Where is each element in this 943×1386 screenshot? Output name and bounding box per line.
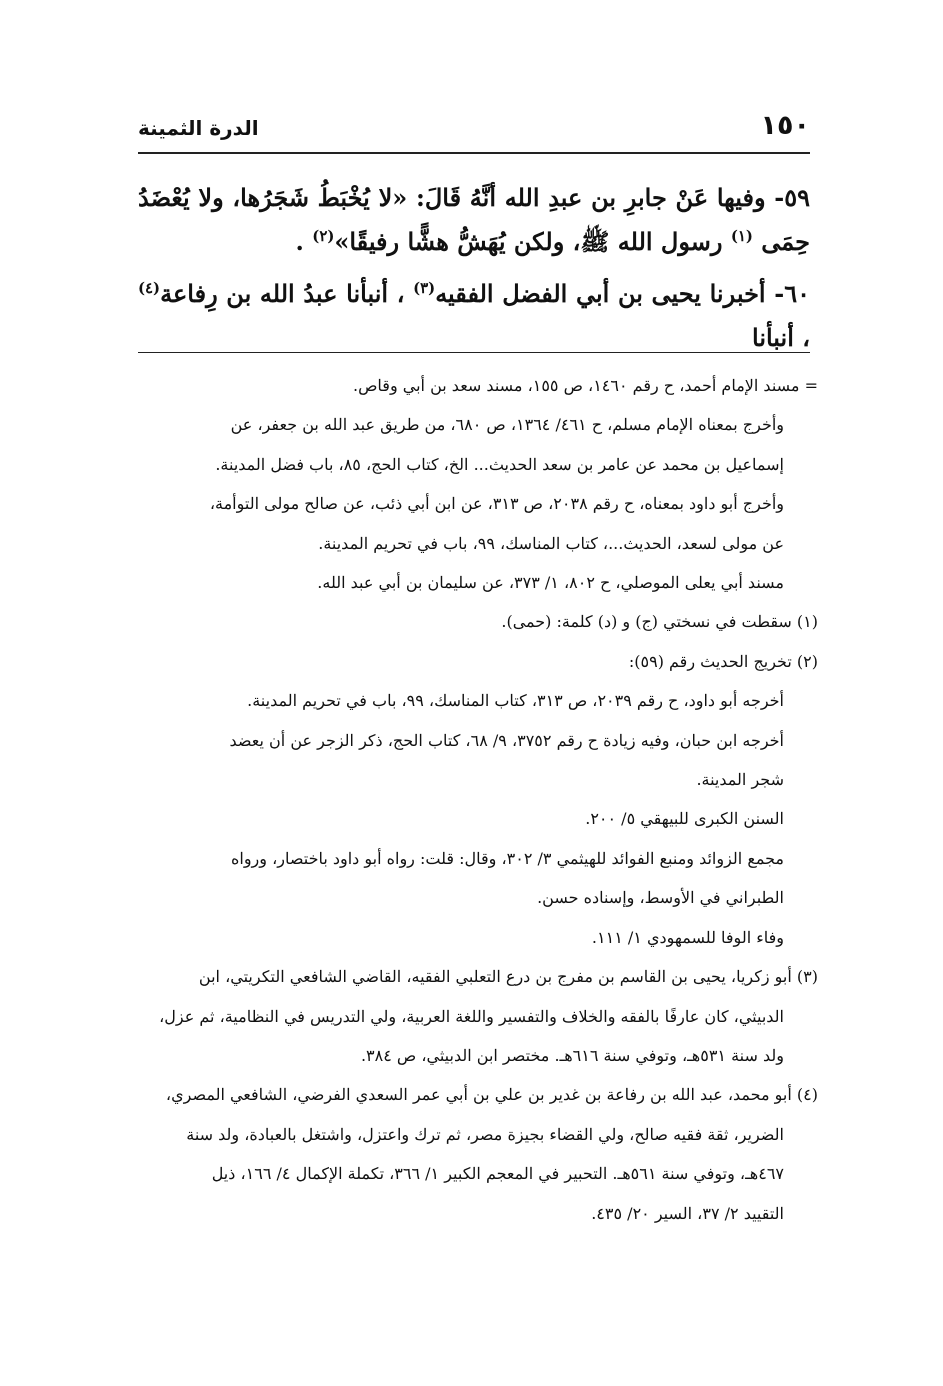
footnote-2-title: (٢) تخريج الحديث رقم (٥٩): [628, 651, 818, 671]
page-header [138, 104, 810, 154]
footnote-line: أخرجه ابن حبان، وفيه زيادة ح رقم ٣٧٥٢، ٩/ ٦٨، كتاب الحج، ذكر الزجر عن أن يعضد [229, 730, 784, 750]
footnote-ref-3: (٣) [413, 279, 436, 297]
footnote-ref-2: (٢) [312, 227, 335, 245]
footnote-ref-4: (٤) [138, 279, 161, 297]
page-number: ١٥٠ [760, 110, 810, 141]
footnote-line: وأخرج أبو داود بمعناه، ح رقم ٢٠٣٨، ص ٣١٣، عن ابن أبي ذئب، عن صالح مولى التوأمة، [209, 494, 784, 514]
footnote-line: السنن الكبرى للبيهقي ٥/ ٢٠٠. [585, 809, 784, 829]
hadith-59 [138, 176, 810, 264]
footnote-ref-1: (١) [730, 227, 753, 245]
footnote-line: التقييد ٢/ ٣٧، السير ٢٠/ ٤٣٥. [591, 1203, 784, 1223]
hadith-60 [138, 272, 810, 360]
hadith-60-part3: ، أنبأنا [752, 323, 810, 352]
footnote-1: (١) سقطت في نسختي (ج) و (د) كلمة: (حمى). [501, 612, 818, 632]
footnote-line: وفاء الوفا للسمهودي ١/ ١١١. [591, 927, 784, 947]
footnote-line: ٤٦٧هـ، وتوفي سنة ٥٦١هـ. التحبير في المعجم الكبير ١/ ٣٦٦، تكملة الإكمال ٤/ ١٦٦، ذيل [211, 1164, 784, 1184]
footnote-line: أخرجه أبو داود، ح رقم ٢٠٣٩، ص ٣١٣، كتاب المناسك، ٩٩، باب في تحريم المدينة. [247, 691, 784, 711]
footnote-line: الضرير، ثقة فقيه صالح، ولي القضاء بجيزة مصر، ثم ترك واعتزل، واشتغل بالعبادة، ولد سنة [186, 1124, 784, 1144]
footnote-line: الطبراني في الأوسط، وإسناده حسن. [537, 888, 784, 908]
footnote-line: مجمع الزوائد ومنبع الفوائد للهيثمي ٣/ ٣٠٢، وقال: قلت: رواه أبو داود باختصار، ورواه [231, 848, 784, 868]
footnote-line: = مسند الإمام أحمد، ح رقم ١٤٦٠، ص ١٥٥، مسند سعد بن أبي وقاص. [353, 376, 818, 395]
footnote-line: عن مولى لسعد، الحديث...، كتاب المناسك، ٩٩، باب في تحريم المدينة. [318, 533, 784, 553]
footnote-line: إسماعيل بن محمد عن عامر بن سعد الحديث... الخ، كتاب الحج، ٨٥، باب فضل المدينة. [215, 454, 784, 474]
running-title: الدرة الثمينة [138, 116, 259, 140]
footnote-divider [138, 352, 810, 353]
footnote-line: ولد سنة ٥٣١هـ، وتوفي سنة ٦١٦هـ. مختصر ابن الدبيثي، ص ٣٨٤. [360, 1045, 784, 1065]
footnotes [138, 366, 818, 1233]
footnote-4: (٤) أبو محمد، عبد الله بن رفاعة بن غدير بن علي بن أبي عمر السعدي الفرضي، الشافعي المصري، [165, 1085, 818, 1105]
footnote-3: (٣) أبو زكريا، يحيى بن القاسم بن مفرج بن درع التعلبي الفقيه، القاضي الشافعي التكريتي، ابن [198, 967, 818, 987]
footnote-line: الدبيثي، كان عارفًا بالفقه والخلاف والتفسير واللغة العربية، ولي التدريس في النظامية، ثم عزل، [159, 1006, 784, 1026]
footnote-line: مسند أبي يعلى الموصلي، ح ٨٠٢، ١/ ٣٧٣، عن سليمان بن أبي عبد الله. [317, 573, 784, 593]
footnote-line: وأخرج بمعناه الإمام مسلم، ح ٤٦١/ ١٣٦٤، ص ٦٨٠، من طريق عبد الله بن جعفر، عن [230, 415, 784, 435]
hadith-59-end: . [295, 227, 304, 256]
hadith-60-part2: ، أنبأنا عبدُ الله بن رِفاعة [160, 279, 405, 308]
hadith-60-part1: ٦٠- أخبرنا يحيى بن أبي الفضل الفقيه [435, 279, 810, 308]
hadith-59-line2: رسول الله ﷺ، ولكن يُهَشُّ هشًّا رفيقًا» [334, 227, 723, 256]
main-text [138, 176, 810, 360]
hadith-59-line1: ٥٩- وفيها عَنْ جابرِ بن عبدِ الله أنَّهُ قَالَ: «لا يُخْبَطُ شَجَرُها، ولا يُعْضَدُ حِمَى [138, 183, 810, 256]
footnote-line: شجر المدينة. [696, 770, 784, 790]
